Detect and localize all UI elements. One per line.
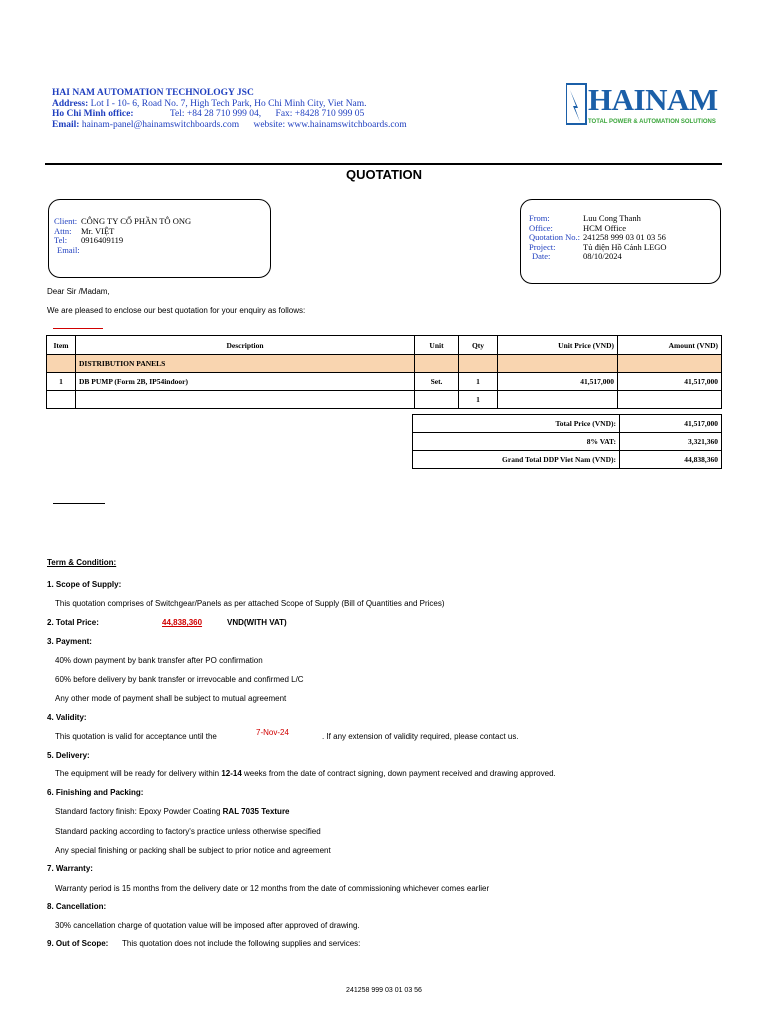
lightning-icon <box>570 90 580 122</box>
term-4-heading: 4. Validity: <box>47 713 87 722</box>
grand-total-value: 44,838,360 <box>620 451 722 469</box>
client-name: CÔNG TY CỔ PHẦN TÔ ONG <box>81 216 192 226</box>
company-office: Ho Chi Minh office: Tel: +84 28 710 999 04, Fax: +8428 710 999 05 <box>52 109 365 119</box>
total-price-suffix: VND(WITH VAT) <box>227 618 287 627</box>
term-8-text: 30% cancellation charge of quotation value will be imposed after approved of drawing. <box>55 921 360 930</box>
term-7-text: Warranty period is 15 months from the delivery date or 12 months from the date of commissioning whichever comes earlier <box>55 884 490 893</box>
vat-row: 8% VAT: 3,321,360 <box>413 433 722 451</box>
page-footer: 241258 999 03 01 03 56 <box>346 987 422 994</box>
from-details: From: Luu Cong Thanh Office: HCM Office Quotation No.: 241258 999 03 01 03 56 Project: Tủ điện Hồ Cảnh LEGO Date: 08/10/2024 <box>529 213 667 261</box>
term-3-line-b: 60% before delivery by bank transfer or irrevocable and confirmed L/C <box>55 675 304 684</box>
quotation-number: 241258 999 03 01 03 56 <box>583 232 666 242</box>
table-header: Item Description Unit Qty Unit Price (VND) Amount (VND) <box>47 336 722 355</box>
client-tel: 0916409119 <box>81 235 124 245</box>
term-9-heading: 9. Out of Scope: <box>47 939 109 948</box>
term-6-line-c: Any special finishing or packing shall be subject to prior notice and agreement <box>55 846 331 855</box>
website-link[interactable]: www.hainamswitchboards.com <box>287 119 407 130</box>
hainam-logo <box>566 82 716 130</box>
term-7-heading: 7. Warranty: <box>47 864 93 873</box>
grand-total-row: Grand Total DDP Viet Nam (VND): 44,838,360 <box>413 451 722 469</box>
company-email: Email: hainam-panel@hainamswitchboards.com website: www.hainamswitchboards.com <box>52 119 407 130</box>
terms-heading: Term & Condition: <box>47 558 117 567</box>
term-6-line-a: Standard factory finish: Epoxy Powder Coating RAL 7035 Texture <box>55 807 290 816</box>
table-section-row <box>47 355 722 373</box>
term-3-line-a: 40% down payment by bank transfer after PO confirmation <box>55 656 263 665</box>
term-5-heading: 5. Delivery: <box>47 751 90 760</box>
term-1-heading: 1. Scope of Supply: <box>47 580 122 589</box>
term-8-heading: 8. Cancellation: <box>47 902 107 911</box>
company-name: HAI NAM AUTOMATION TECHNOLOGY JSC <box>52 88 254 98</box>
term-6-heading: 6. Finishing and Packing: <box>47 788 144 797</box>
greeting: Dear Sir /Madam, <box>47 287 110 296</box>
term-2-heading: 2. Total Price: <box>47 618 99 627</box>
project-name: Tủ điện Hồ Cảnh LEGO <box>583 241 667 252</box>
logo-tagline: TOTAL POWER & AUTOMATION SOLUTIONS <box>588 119 716 125</box>
totals-table <box>412 414 722 469</box>
table-row: 1 DB PUMP (Form 2B, IP54indoor) Set. 1 41,517,000 41,517,000 <box>47 373 722 391</box>
from-office: HCM Office <box>583 222 627 233</box>
table-row: 1 <box>47 391 722 409</box>
header-divider <box>45 163 722 165</box>
quote-date: 08/10/2024 <box>583 251 622 261</box>
total-row: Total Price (VND): 41,517,000 <box>413 415 722 433</box>
term-3-line-c: Any other mode of payment shall be subject to mutual agreement <box>55 694 287 703</box>
total-price-value: 44,838,360 <box>162 618 203 627</box>
client-box <box>48 199 271 278</box>
black-rule <box>53 503 105 504</box>
term-4-line-b: . If any extension of validity required, please contact us. <box>322 732 519 741</box>
company-address: Address: Lot I - 10- 6, Road No. 7, High Tech Park, Ho Chi Minh City, Viet Nam. <box>52 98 367 109</box>
from-name: Luu Cong Thanh <box>583 213 641 223</box>
vat-value: 3,321,360 <box>620 433 722 451</box>
logo-text: HAINAM <box>588 82 718 117</box>
term-3-heading: 3. Payment: <box>47 637 92 646</box>
term-9-text: This quotation does not include the following supplies and services: <box>122 939 361 948</box>
term-5-text: The equipment will be ready for delivery within 12-14 weeks from the date of contract signing, down payment received and drawing approved. <box>55 769 556 778</box>
from-box <box>520 199 721 284</box>
total-value: 41,517,000 <box>620 415 722 433</box>
quotation-table <box>46 335 722 409</box>
intro-text: We are pleased to enclose our best quotation for your enquiry as follows: <box>47 306 306 315</box>
term-1-text: This quotation comprises of Switchgear/Panels as per attached Scope of Supply (Bill of Quantities and Prices) <box>55 599 445 608</box>
term-6-line-b: Standard packing according to factory's practice unless otherwise specified <box>55 827 321 836</box>
company-block <box>52 88 407 130</box>
page-title: QUOTATION <box>345 167 423 182</box>
term-4-line-a: This quotation is valid for acceptance until the <box>55 732 217 741</box>
red-rule <box>53 328 103 329</box>
validity-date: 7-Nov-24 <box>256 728 289 737</box>
section-title: DISTRIBUTION PANELS <box>76 355 415 373</box>
client-details: Client: CÔNG TY CỔ PHẦN TÔ ONG Attn: Mr. VIỆT Tel: 0916409119 Email: <box>54 216 192 255</box>
client-attn: Mr. VIỆT <box>81 225 115 236</box>
email-link[interactable]: hainam-panel@hainamswitchboards.com <box>81 119 240 130</box>
